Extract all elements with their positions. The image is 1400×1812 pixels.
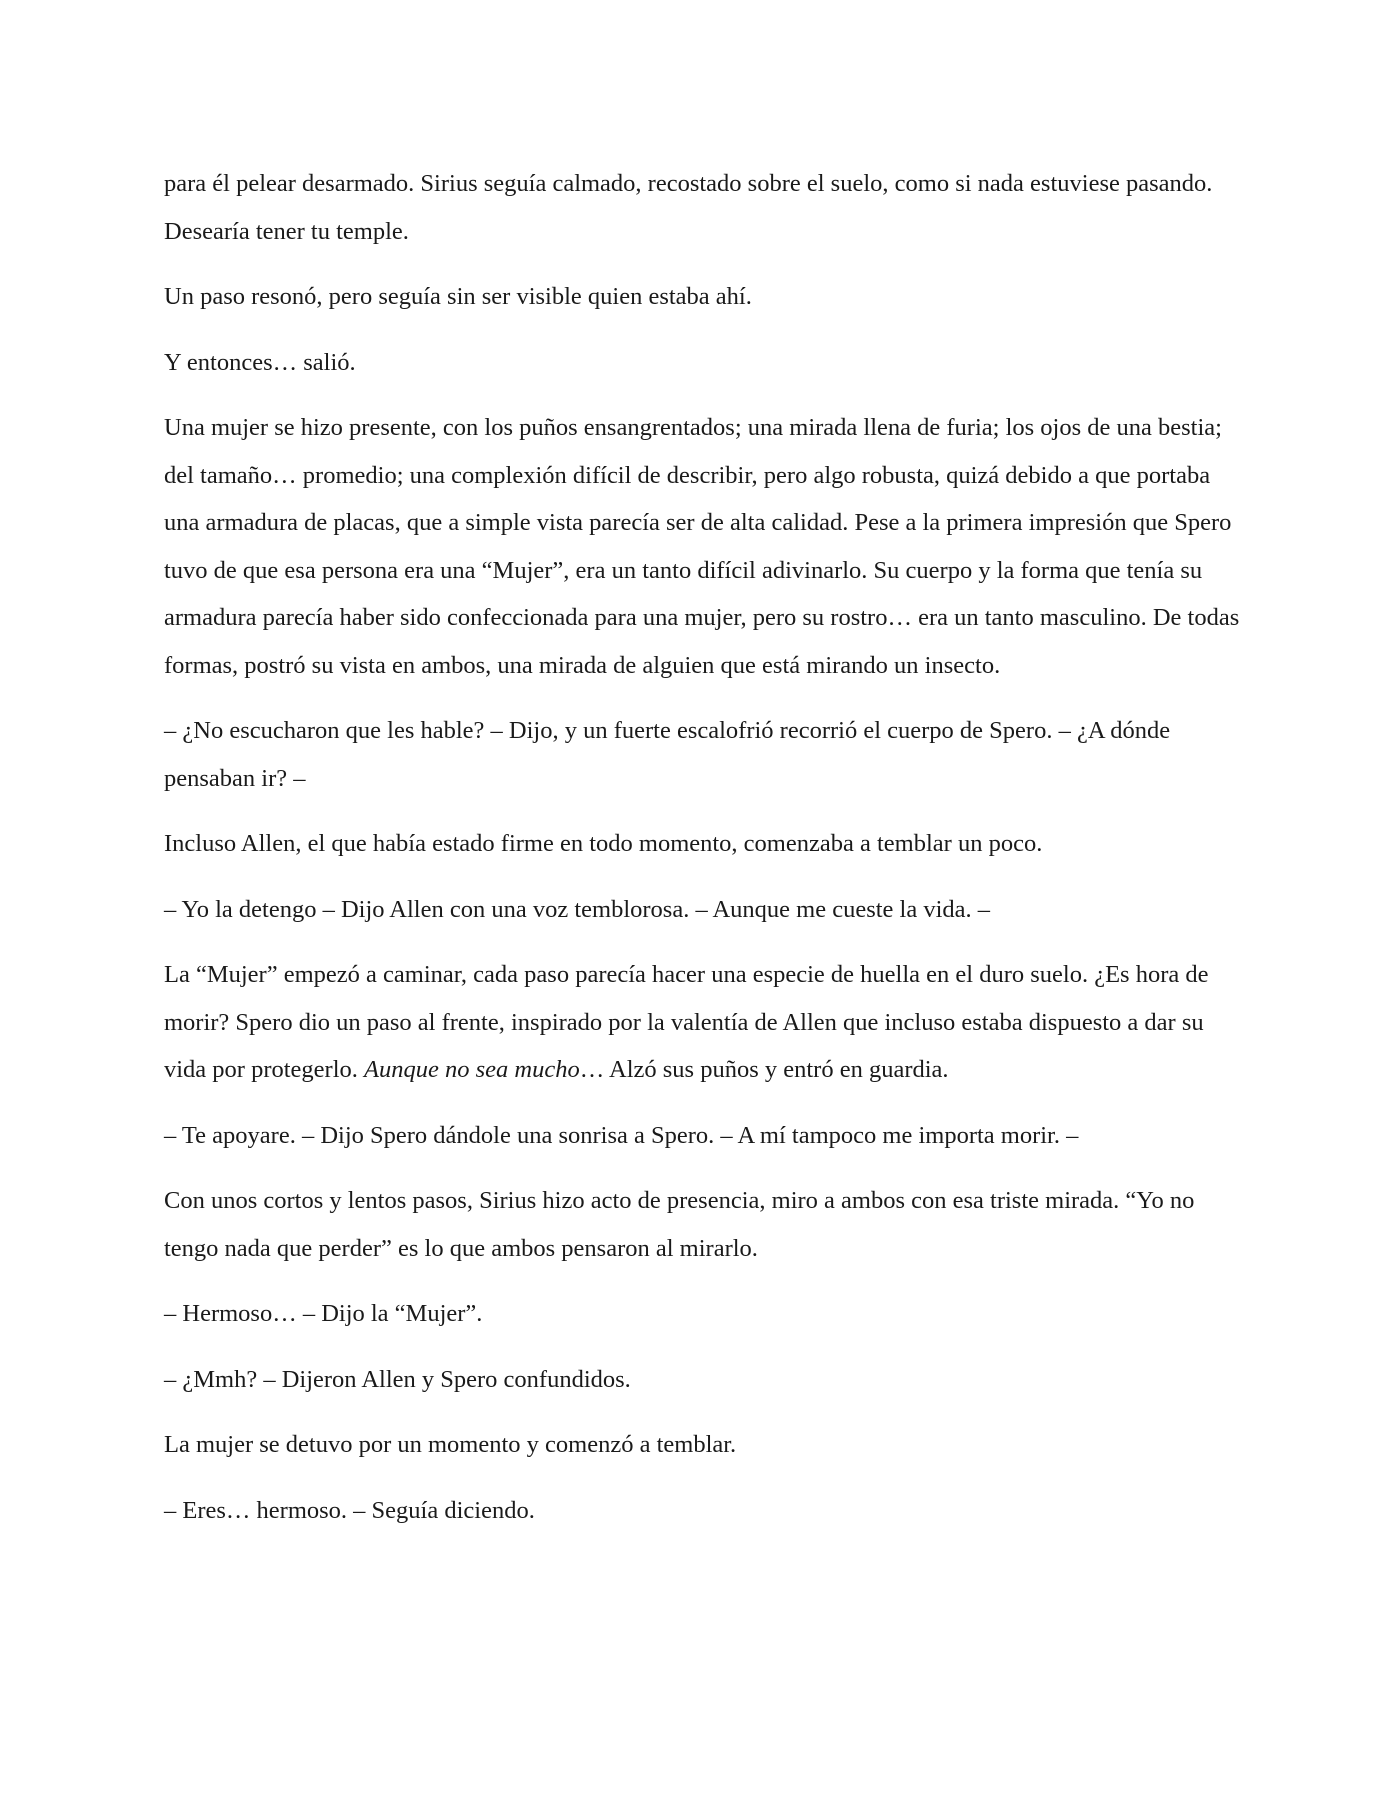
paragraph-8	[164, 951, 1244, 1094]
paragraph-6: Incluso Allen, el que había estado firme en todo momento, comenzaba a temblar un poco.	[164, 830, 1043, 857]
paragraph-14: – Eres… hermoso. – Seguía diciendo.	[164, 1496, 535, 1524]
paragraph-10: Con unos cortos y lentos pasos, Sirius hizo acto de presencia, miro a ambos con esa triste mirada. “Yo no tengo nada que perder” es lo que ambos pensaron al mirarlo.	[164, 1187, 1195, 1262]
paragraph-4: Una mujer se hizo presente, con los puños ensangrentados; una mirada llena de furia; los ojos de una bestia; del tamaño… promedio; una complexión difícil de describir, pero algo robusta, quizá debido a que portaba una armadura de placas, que a simple vista parecía ser de alta calidad. Pese a la primera impresión que Spero tuvo de que esa persona era una “Mujer”, era un tanto difícil adivinarlo. Su cuerpo y la forma que tenía su armadura parecía haber sido confeccionada para una mujer, pero su rostro… era un tanto masculino. De todas formas, postró su vista en ambos, una mirada de alguien que está mirando un insecto.	[164, 414, 1240, 679]
paragraph-8-text-start: La “Mujer” empezó a caminar, cada paso parecía hacer una especie de huella en el duro suelo. ¿Es hora de morir? Spero dio un paso al frente, inspirado por la valentía de Allen que incluso estaba dispuesto a dar su vida por protegerlo.	[164, 961, 1209, 1083]
paragraph-1: para él pelear desarmado. Sirius seguía calmado, recostado sobre el suelo, como si nada estuviese pasando. Desearía tener tu temple.	[164, 170, 1213, 245]
paragraph-5: – ¿No escucharon que les hable? – Dijo, y un fuerte escalofrió recorrió el cuerpo de Spero. – ¿A dónde pensaban ir? –	[164, 717, 1171, 792]
paragraph-13: La mujer se detuvo por un momento y comenzó a temblar.	[164, 1431, 737, 1458]
document-page	[164, 160, 1244, 1552]
paragraph-12: – ¿Mmh? – Dijeron Allen y Spero confundidos.	[164, 1365, 631, 1393]
paragraph-7: – Yo la detengo – Dijo Allen con una voz temblorosa. – Aunque me cueste la vida. –	[164, 895, 991, 923]
paragraph-9: – Te apoyare. – Dijo Spero dándole una sonrisa a Spero. – A mí tampoco me importa morir. –	[164, 1121, 1079, 1149]
paragraph-3: Y entonces… salió.	[164, 348, 356, 376]
paragraph-8-italic-thought: Aunque no sea mucho	[364, 1056, 580, 1083]
paragraph-2: Un paso resonó, pero seguía sin ser visible quien estaba ahí.	[164, 283, 752, 310]
paragraph-8-text-end: … Alzó sus puños y entró en guardia.	[579, 1056, 949, 1083]
paragraph-11: – Hermoso… – Dijo la “Mujer”.	[164, 1300, 483, 1327]
